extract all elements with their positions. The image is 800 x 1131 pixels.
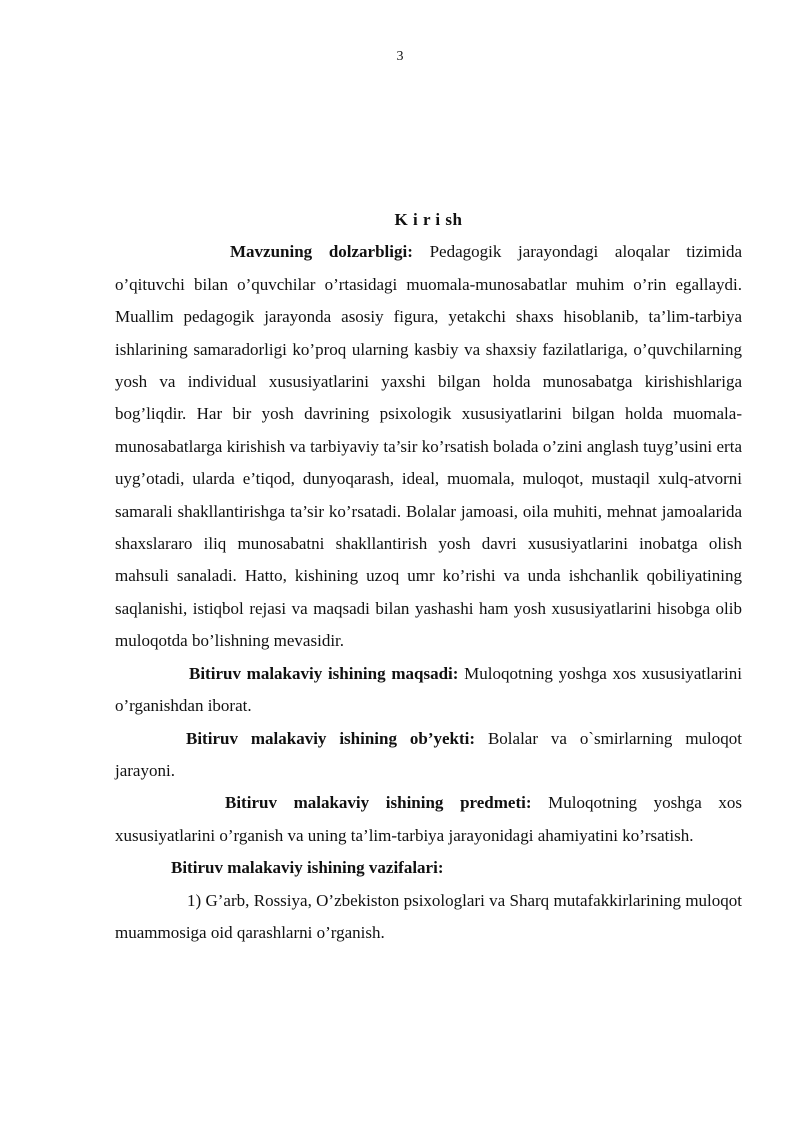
section-heading: K i r i sh <box>394 210 463 229</box>
page-number: 3 <box>396 49 404 64</box>
text-predmeti: Muloqotning yoshga xos xususiyatlarini o’rganish va uning ta’lim-tarbiya jarayonidagi ahamiyatini ko’rsatish. <box>115 793 743 845</box>
paragraph-dolzarbligi <box>115 236 742 657</box>
paragraph-maqsadi <box>115 658 742 723</box>
text-dolzarbligi: Pedagogik jarayondagi aloqalar tizimida o’qituvchi bilan o’quvchilar o’rtasidagi muomala-munosabatlar muhim o’rin egallaydi. Muallim pedagogik jarayonda asosiy figura, yetakchi shaxs hisoblanib, ta’lim-tarbiya ishlarining samaradorligi ko’proq ularning kasbiy va shaxsiy fazilatlariga, o’quvchilarning yosh va individual xususiyatlarini yaxshi bilgan holda munosabatga kirishishlariga bog’liqdir. Har bir yosh davrining psixologik xususiyatlarini bilgan holda muomala-munosabatlarga kirishish va tarbiyaviy ta’sir ko’rsatish bolada o’zini anglash tuyg’usini erta uyg’otadi, ularda e’tiqod, dunyoqarash, ideal, muomala, muloqot, mustaqil xulq-atvorni samarali shakllantirishga ta’sir ko’rsatadi. Bolalar jamoasi, oila muhiti, mehnat jamoalarida shaxslararo iliq munosabatni shakllantirish yosh davri xususiyatlarini inobatga olish mahsuli sanaladi. Hatto, kishining uzoq umr ko’rishi va unda ishchanlik qobiliyatining saqlanishi, istiqbol rejasi va maqsadi bilan yashashi ham yosh xususiyatlarini hisobga olib muloqotda bo’lishning mevasidir. <box>115 242 743 651</box>
text-item-1: 1) G’arb, Rossiya, O’zbekiston psixologlari va Sharq mutafakkirlarining muloqot muammosiga oid qarashlarni o’rganish. <box>115 890 742 942</box>
label-maqsadi: Bitiruv malakaviy ishining maqsadi: <box>189 663 459 683</box>
text-maqsadi: Muloqotning yoshga xos xususiyatlarini o’rganishdan iborat. <box>115 663 742 716</box>
paragraph-obyekti <box>115 723 742 788</box>
text-obyekti: Bolalar va o`smirlarning muloqot jarayoni. <box>115 728 742 780</box>
paragraph-vazifalari <box>115 852 742 884</box>
label-vazifalari: Bitiruv malakaviy ishining vazifalari: <box>171 858 444 878</box>
label-obyekti: Bitiruv malakaviy ishining ob’yekti: <box>186 728 476 748</box>
list-item-1 <box>115 885 742 950</box>
label-dolzarbligi: Mavzuning dolzarbligi: <box>230 242 413 262</box>
label-predmeti: Bitiruv malakaviy ishining predmeti: <box>225 793 532 813</box>
document-body <box>115 204 742 949</box>
paragraph-predmeti <box>115 787 742 852</box>
